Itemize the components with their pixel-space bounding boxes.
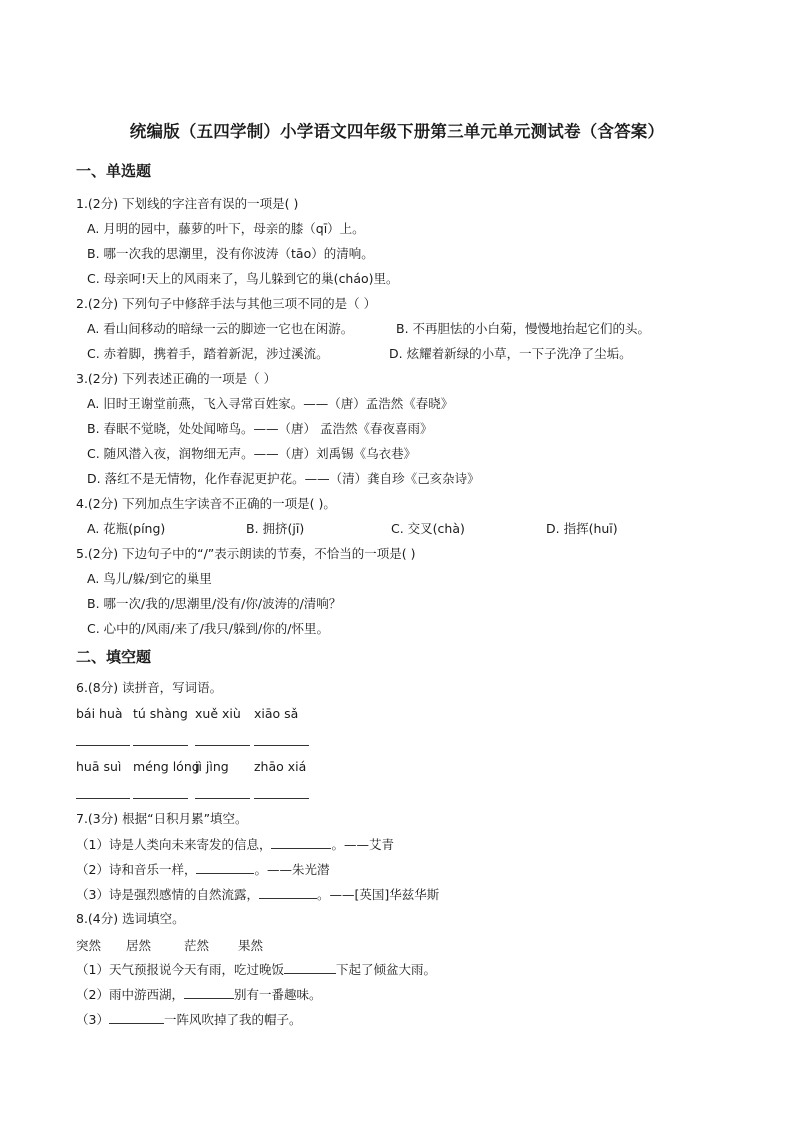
question-7-item-3-prefix: （3）诗是强烈感情的自然流露， [76,887,259,902]
question-3-option-a: A. 旧时王谢堂前燕，飞入寻常百姓家。——（唐）孟浩然《春晓》 [87,396,454,411]
section-heading-fill-in: 二、填空题 [76,648,152,666]
word-choice-4: 果然 [238,938,264,953]
question-3-option-d: D. 落红不是无情物，化作春泥更护花。——（清）龚自珍《己亥杂诗》 [87,471,480,486]
question-7-item-2-suffix: 。——朱光潜 [254,862,330,877]
question-1-option-c: C. 母亲呵!天上的风雨来了，鸟儿躲到它的巢(cháo)里。 [87,271,399,286]
question-4-option-a: A. 花瓶(píng) [87,521,166,536]
answer-blank[interactable] [76,745,130,746]
question-7-item-1 [76,836,394,853]
question-5-option-b: B. 哪一次/我的/思潮里/没有/你/波涛的/清响？ [87,596,342,611]
question-3-option-c: C. 随风潜入夜，润物细无声。——（唐）刘禹锡《乌衣巷》 [87,446,417,461]
question-5-option-c: C. 心中的/风雨/来了/我只/躲到/你的/怀里。 [87,621,329,636]
question-2-stem: 2.(2分) 下列句子中修辞手法与其他三项不同的是（ ） [76,296,377,311]
pinyin-1: bái huà [76,706,123,721]
pinyin-6: méng lóng [133,759,200,774]
answer-blank[interactable] [109,1011,164,1024]
word-choice-2: 居然 [126,938,152,953]
question-2-option-b: B. 不再胆怯的小白菊，慢慢地抬起它们的头。 [396,321,651,336]
answer-blank[interactable] [196,861,254,874]
pinyin-3: xuě xiù [195,706,241,721]
answer-blank[interactable] [76,798,130,799]
question-8-item-1 [76,961,436,978]
question-7-item-2-prefix: （2）诗和音乐一样， [76,862,197,877]
question-5-stem: 5.(2分) 下边句子中的“/”表示朗读的节奏，不恰当的一项是( ) [76,546,416,561]
question-7-item-1-suffix: 。——艾青 [331,837,394,852]
question-3-option-b: B. 春眠不觉晓，处处闻啼鸟。——（唐） 孟浩然《春夜喜雨》 [87,421,433,436]
pinyin-8: zhāo xiá [254,759,307,774]
word-choice-1: 突然 [76,938,102,953]
answer-blank[interactable] [271,836,331,849]
answer-blank[interactable] [259,886,317,899]
answer-blank[interactable] [133,745,188,746]
question-8-item-3-suffix: 一阵风吹掉了我的帽子。 [163,1012,302,1027]
question-8-item-2-suffix: 别有一番趣味。 [233,987,322,1002]
question-8-item-3 [76,1011,301,1028]
question-6-stem: 6.(8分) 读拼音，写词语。 [76,680,223,695]
question-1-option-a: A. 月明的园中，藤萝的叶下，母亲的膝（qī）上。 [87,221,365,236]
question-7-item-3 [76,886,439,903]
pinyin-2: tú shàng [133,706,188,721]
question-4-option-c: C. 交叉(chà) [391,521,465,536]
section-heading-single-choice: 一、单选题 [76,162,152,180]
question-5-option-a: A. 鸟儿/躲/到它的巢里 [87,571,212,586]
question-7-item-1-prefix: （1）诗是人类向未来寄发的信息， [76,837,272,852]
question-2-option-a: A. 看山间移动的暗绿一云的脚迹一它也在闲游。 [87,321,354,336]
pinyin-7: jì jìng [195,759,229,774]
word-choice-3: 茫然 [184,938,210,953]
question-4-stem: 4.(2分) 下列加点生字读音不正确的一项是( )。 [76,496,336,511]
question-2-option-d: D. 炫耀着新绿的小草，一下子洗净了尘垢。 [389,346,632,361]
question-7-stem: 7.(3分) 根据“日积月累”填空。 [76,811,248,826]
question-1-stem: 1.(2分) 下划线的字注音有误的一项是( ) [76,196,299,211]
answer-blank[interactable] [254,798,309,799]
question-1-option-b: B. 哪一次我的思潮里，没有你波涛（tāo）的清响。 [87,246,374,261]
answer-blank[interactable] [195,745,250,746]
answer-blank[interactable] [133,798,188,799]
question-3-stem: 3.(2分) 下列表述正确的一项是（ ） [76,371,277,386]
question-2-option-c: C. 赤着脚，携着手，踏着新泥，涉过溪流。 [87,346,329,361]
answer-blank[interactable] [184,986,234,999]
question-4-option-b: B. 拥挤(jī) [246,521,305,536]
answer-blank[interactable] [254,745,309,746]
answer-blank[interactable] [284,961,336,974]
answer-blank[interactable] [195,798,250,799]
question-8-item-1-prefix: （1）天气预报说今天有雨，吃过晚饭 [76,962,284,977]
question-8-stem: 8.(4分) 选词填空。 [76,911,185,926]
question-4-option-d: D. 指挥(huī) [546,521,618,536]
question-8-item-1-suffix: 下起了倾盆大雨。 [335,962,436,977]
document-title: 统编版（五四学制）小学语文四年级下册第三单元单元测试卷（含答案） [129,122,665,141]
pinyin-4: xiāo sǎ [254,706,299,721]
pinyin-5: huā suì [76,759,122,774]
question-8-item-2-prefix: （2）雨中游西湖， [76,987,184,1002]
question-7-item-2 [76,861,329,878]
question-8-item-3-prefix: （3） [76,1012,109,1027]
question-7-item-3-suffix: 。——[英国]华兹华斯 [316,887,440,902]
question-8-item-2 [76,986,321,1003]
